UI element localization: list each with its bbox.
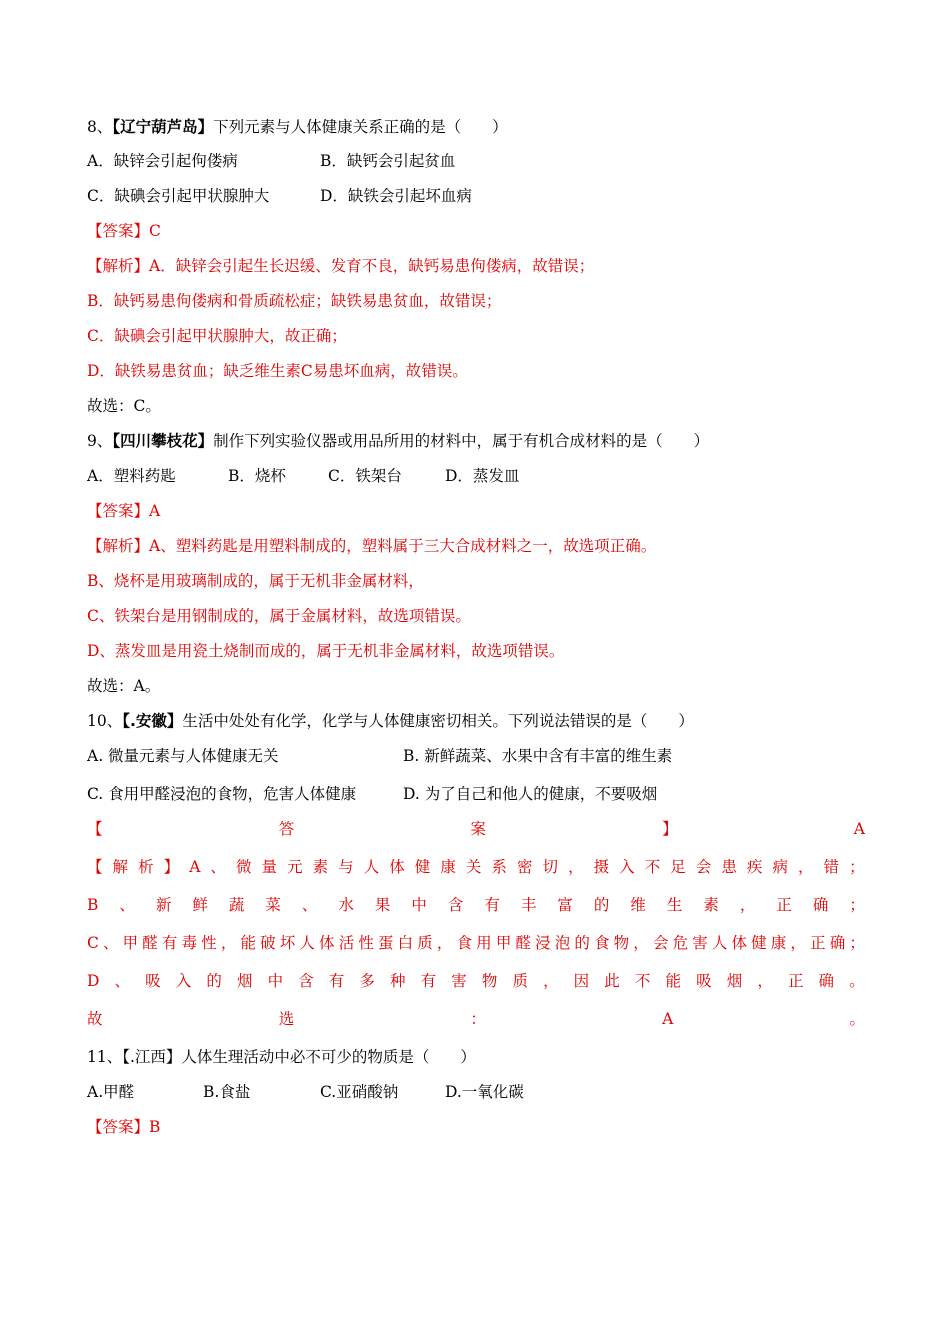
text-glyph: A — [189, 858, 201, 876]
question-10-answer — [87, 818, 865, 840]
text-glyph: 多 — [359, 972, 375, 990]
text-glyph: 甲 — [122, 934, 139, 952]
question-text: 下列元素与人体健康关系正确的是（ ） — [213, 118, 508, 136]
text-glyph: 健 — [751, 934, 767, 952]
text-glyph: 浸 — [535, 934, 551, 952]
question-9-analysis-4: D、蒸发皿是用瓷土烧制而成的，属于无机非金属材料，故选项错误。 — [87, 642, 565, 660]
question-8-analysis-4: D．缺铁易患贫血；缺乏维生素C易患坏血病，故错误。 — [87, 362, 468, 380]
option-b: B. 新鲜蔬菜、水果中含有丰富的维生素 — [403, 747, 673, 765]
text-glyph: ： — [470, 1010, 486, 1028]
text-glyph: 此 — [604, 972, 620, 990]
text-glyph: 白 — [397, 934, 414, 952]
text-glyph: 会 — [695, 858, 712, 876]
text-glyph: 醛 — [515, 934, 531, 952]
text-glyph: 【 — [87, 858, 103, 876]
text-glyph: 微 — [235, 858, 252, 876]
question-8-analysis-1: 【解析】A．缺锌会引起生长迟缓、发育不良，缺钙易患佝偻病，故错误； — [87, 257, 595, 275]
option-b: B．烧杯 — [228, 467, 286, 485]
text-glyph: 醛 — [142, 934, 158, 952]
text-glyph: 患 — [721, 858, 737, 876]
text-glyph: 危 — [672, 934, 689, 952]
option-a: A. 微量元素与人体健康无关 — [87, 747, 279, 765]
text-glyph: 【 — [87, 820, 103, 838]
text-glyph: 能 — [665, 972, 682, 990]
option-c: C.亚硝酸钠 — [320, 1083, 399, 1101]
text-glyph: ， — [757, 972, 773, 990]
text-glyph: 有 — [484, 896, 500, 914]
text-glyph: 入 — [175, 972, 192, 990]
text-glyph: 物 — [481, 972, 498, 990]
text-glyph: 】 — [163, 858, 180, 876]
text-glyph: 用 — [476, 934, 492, 952]
text-glyph: ； — [849, 896, 865, 914]
text-glyph: 性 — [201, 934, 217, 952]
text-glyph: 关 — [465, 858, 482, 876]
text-glyph: 析 — [138, 858, 154, 876]
text-glyph: ， — [543, 972, 559, 990]
text-glyph: C — [87, 934, 99, 952]
text-glyph: 与 — [338, 858, 354, 876]
text-glyph: 害 — [451, 972, 467, 990]
text-glyph: 水 — [338, 896, 354, 914]
text-glyph: 害 — [692, 934, 708, 952]
text-glyph: 健 — [414, 858, 431, 876]
text-glyph: 素 — [703, 896, 719, 914]
question-8-analysis-2: B．缺钙易患佝偻病和骨质疏松症；缺铁易患贫血，故错误； — [87, 292, 502, 310]
text-glyph: 能 — [240, 934, 256, 952]
text-glyph: ； — [849, 858, 865, 876]
text-glyph: 含 — [298, 972, 314, 990]
text-glyph: 蔬 — [228, 896, 245, 914]
text-glyph: 元 — [287, 858, 303, 876]
text-glyph: ， — [790, 934, 806, 952]
option-c: C. 食用甲醛浸泡的食物，危害人体健康 — [87, 785, 357, 803]
text-glyph: 体 — [319, 934, 335, 952]
text-glyph: 丰 — [520, 896, 537, 914]
question-source: 【辽宁葫芦岛】 — [112, 118, 214, 136]
text-glyph: 维 — [630, 896, 646, 914]
option-d: D．蒸发皿 — [445, 467, 520, 485]
text-glyph: D — [87, 972, 100, 990]
text-glyph: 坏 — [279, 934, 296, 952]
question-number: 10、 — [87, 712, 123, 730]
text-glyph: 确 — [812, 896, 829, 914]
text-glyph: 切 — [542, 858, 559, 876]
question-10-analysis-2 — [87, 894, 865, 916]
option-d: D．缺铁会引起坏血病 — [320, 187, 472, 205]
text-glyph: 种 — [390, 972, 406, 990]
question-8-answer: 【答案】C — [87, 222, 161, 240]
text-glyph: 体 — [731, 934, 748, 952]
question-9-answer: 【答案】A — [87, 502, 161, 520]
text-glyph: 鲜 — [192, 896, 208, 914]
text-glyph: 食 — [594, 934, 610, 952]
text-glyph: 物 — [613, 934, 630, 952]
text-glyph: 人 — [711, 934, 728, 952]
text-glyph: 不 — [634, 972, 651, 990]
option-b: B.食盐 — [203, 1083, 251, 1101]
text-glyph: 疾 — [746, 858, 763, 876]
text-glyph: 中 — [411, 896, 427, 914]
text-glyph: ， — [633, 934, 649, 952]
text-glyph: 蛋 — [377, 934, 394, 952]
text-glyph: 质 — [417, 934, 433, 952]
option-a: A．塑料药匙 — [87, 467, 176, 485]
text-glyph: 有 — [161, 934, 178, 952]
text-glyph: 质 — [512, 972, 528, 990]
question-text: 制作下列实验仪器或用品所用的材料中，属于有机合成材料的是（ ） — [213, 432, 710, 450]
text-glyph: 吸 — [145, 972, 161, 990]
text-glyph: 体 — [389, 858, 405, 876]
text-glyph: ， — [568, 858, 584, 876]
question-9-choice: 故选：A。 — [87, 677, 161, 695]
question-9-analysis-1: 【解析】A、塑料药匙是用塑料制成的，塑料属于三大合成材料之一，故选项正确。 — [87, 537, 657, 555]
question-10-analysis-3 — [87, 932, 865, 954]
text-glyph: 入 — [619, 858, 635, 876]
text-glyph: 果 — [374, 896, 391, 914]
question-10-analysis-4 — [87, 970, 865, 992]
text-glyph: 人 — [363, 858, 380, 876]
text-glyph: 生 — [666, 896, 683, 914]
text-glyph: 错 — [823, 858, 840, 876]
text-glyph: 性 — [358, 934, 374, 952]
text-glyph: 泡 — [554, 934, 571, 952]
text-glyph: 甲 — [495, 934, 512, 952]
text-glyph: 确 — [829, 934, 846, 952]
text-glyph: 有 — [328, 972, 345, 990]
text-glyph: A — [662, 1010, 674, 1028]
text-glyph: ， — [220, 934, 237, 952]
text-glyph: 量 — [261, 858, 278, 876]
question-8-analysis-3: C．缺碘会引起甲状腺肿大，故正确； — [87, 327, 347, 345]
text-glyph: 的 — [574, 934, 590, 952]
text-glyph: 摄 — [593, 858, 610, 876]
question-11-stem — [87, 1046, 476, 1068]
text-glyph: 人 — [299, 934, 315, 952]
text-glyph: ； — [849, 934, 865, 952]
text-glyph: 正 — [787, 972, 804, 990]
text-glyph: 康 — [440, 858, 456, 876]
question-10-choice — [87, 1008, 865, 1030]
option-a: A.甲醛 — [87, 1083, 135, 1101]
text-glyph: 有 — [420, 972, 437, 990]
question-source: 【.安徽】 — [122, 712, 183, 730]
text-glyph: 破 — [260, 934, 276, 952]
text-glyph: ， — [436, 934, 453, 952]
text-glyph: 因 — [573, 972, 590, 990]
question-9-stem — [87, 430, 709, 452]
text-glyph: 、 — [114, 972, 131, 990]
text-glyph: 的 — [206, 972, 222, 990]
text-glyph: 菜 — [265, 896, 281, 914]
text-glyph: 答 — [278, 820, 295, 838]
text-glyph: 。 — [849, 972, 865, 990]
text-glyph: 、 — [103, 934, 119, 952]
text-glyph: 、 — [301, 896, 318, 914]
question-number: 11、 — [87, 1048, 123, 1066]
question-11-answer: 【答案】B — [87, 1118, 161, 1136]
text-glyph: 烟 — [236, 972, 253, 990]
text-glyph: 素 — [312, 858, 329, 876]
question-number: 8、 — [87, 118, 113, 136]
text-glyph: 、 — [119, 896, 135, 914]
text-glyph: ， — [798, 858, 814, 876]
question-8-stem — [87, 116, 508, 138]
question-text: 人体生理活动中必不可少的物质是（ ） — [181, 1048, 476, 1066]
text-glyph: 食 — [456, 934, 473, 952]
question-source: 【四川攀枝花】 — [112, 432, 214, 450]
text-glyph: 足 — [670, 858, 686, 876]
text-glyph: 】 — [662, 820, 678, 838]
text-glyph: 康 — [770, 934, 787, 952]
question-text: 生活中处处有化学，化学与人体健康密切相关。下列说法错误的是（ ） — [182, 712, 694, 730]
question-8-choice: 故选：C。 — [87, 397, 161, 415]
option-a: A．缺锌会引起佝偻病 — [87, 152, 238, 170]
text-glyph: 新 — [155, 896, 172, 914]
text-glyph: 毒 — [181, 934, 198, 952]
question-number: 9、 — [87, 432, 113, 450]
question-source: 【.江西】 — [122, 1048, 182, 1066]
text-glyph: ， — [739, 896, 756, 914]
question-9-analysis-3: C、铁架台是用钢制成的，属于金属材料，故选项错误。 — [87, 607, 471, 625]
text-glyph: 故 — [87, 1010, 103, 1028]
text-glyph: 会 — [652, 934, 669, 952]
text-glyph: 中 — [267, 972, 284, 990]
question-9-analysis-2: B、烧杯是用玻璃制成的，属于无机非金属材料， — [87, 572, 424, 590]
option-d: D. 为了自己和他人的健康，不要吸烟 — [403, 785, 658, 803]
question-10-stem — [87, 710, 694, 732]
text-glyph: 正 — [810, 934, 826, 952]
text-glyph: 系 — [491, 858, 507, 876]
text-glyph: A — [853, 820, 865, 838]
option-d: D.一氧化碳 — [445, 1083, 524, 1101]
text-glyph: 吸 — [696, 972, 712, 990]
text-glyph: 、 — [210, 858, 226, 876]
text-glyph: 案 — [470, 820, 486, 838]
text-glyph: 正 — [776, 896, 792, 914]
option-b: B．缺钙会引起贫血 — [320, 152, 456, 170]
question-10-analysis-1 — [87, 856, 865, 878]
text-glyph: 不 — [644, 858, 661, 876]
text-glyph: 烟 — [726, 972, 743, 990]
text-glyph: 选 — [278, 1010, 295, 1028]
option-c: C．缺碘会引起甲状腺肿大 — [87, 187, 270, 205]
text-glyph: B — [87, 896, 99, 914]
text-glyph: 病 — [772, 858, 788, 876]
text-glyph: 密 — [516, 858, 533, 876]
text-glyph: 解 — [112, 858, 129, 876]
text-glyph: 活 — [338, 934, 355, 952]
text-glyph: 的 — [593, 896, 610, 914]
text-glyph: 富 — [557, 896, 573, 914]
text-glyph: 含 — [447, 896, 464, 914]
text-glyph: 确 — [818, 972, 835, 990]
text-glyph: 。 — [849, 1010, 865, 1028]
option-c: C．铁架台 — [328, 467, 402, 485]
